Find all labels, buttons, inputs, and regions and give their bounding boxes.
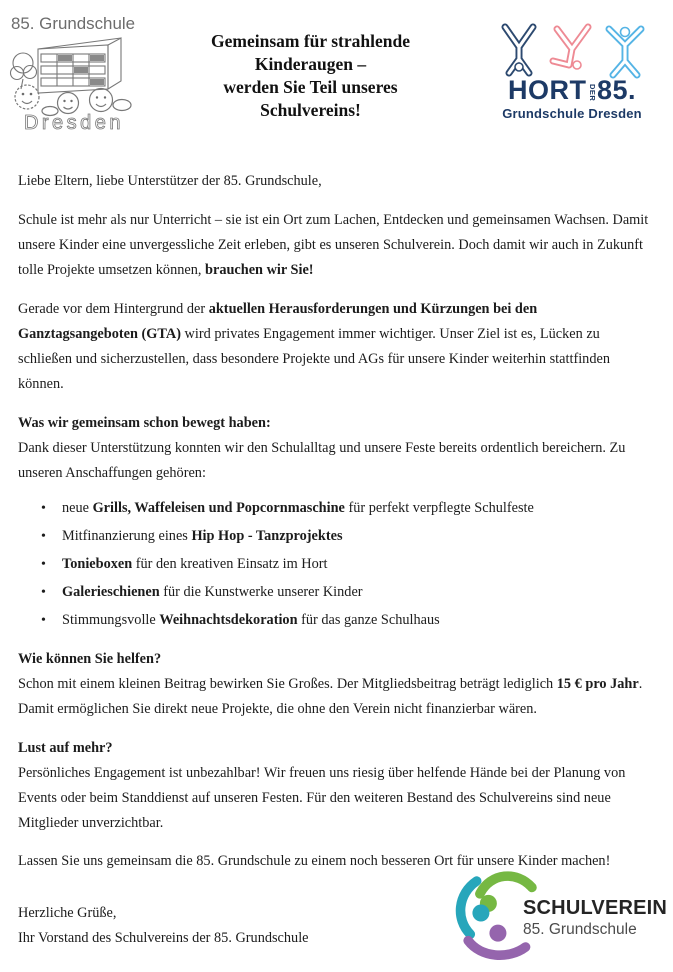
title-line-4: Schulvereins! [260,100,361,120]
list-item: • Mitfinanzierung eines Hip Hop - Tanzprojektes [18,524,655,549]
hort-logo-wordmark [508,77,636,104]
schulverein-subtitle: 85. Grundschule [523,921,637,938]
title-line-3: werden Sie Teil unseres [223,77,398,97]
title-line-2: Kinderaugen – [254,54,367,74]
closing-call: Lassen Sie uns gemeinsam die 85. Grundschule zu einem noch besseren Ort für unsere Kinder machen! [18,853,611,869]
letter-body [0,169,673,951]
schulverein-wordmark [523,887,667,939]
hort-word: HORT [507,75,587,105]
school-logo-bottom-label: Dresden [23,112,125,133]
paragraph-gta: Gerade vor dem Hintergrund der aktuellen Herausforderungen und Kürzungen bei den Ganztagsangeboten (GTA) wird privates Engagement immer wichtiger. Unser Ziel ist es, Lücken zu schließen und sicherzustellen, dass besondere Projekte und AGs für unsere Kinder weiterhin stattfinden können. [18,301,610,392]
hort-der: DER [587,83,597,101]
list-item: • neue Grills, Waffeleisen und Popcornmaschine für perfekt verpflegte Schulfeste [18,496,655,521]
schulverein-logo [451,854,669,972]
schulverein-title: SCHULVEREIN [523,897,668,919]
list-item: • Stimmungsvolle Weihnachtsdekoration für das ganze Schulhaus [18,608,655,633]
school-sketch-icon [8,13,140,133]
letter-title [140,13,481,122]
heading-achievements: Was wir gemeinsam schon bewegt haben: [18,415,271,431]
letter-header [0,0,673,140]
paragraph-more: Persönliches Engagement ist unbezahlbar! Wir freuen uns riesig über helfende Hände bei der Planung von Events oder beim Standdienst auf unseren Festen. Für den weiteren Bestand des Schulvereins sind neue Mitglieder unverzichtbar. [18,765,626,831]
hort-logo [481,13,663,121]
signoff: Herzliche Grüße, [18,905,117,921]
heading-more: Lust auf mehr? [18,740,113,756]
paragraph-help: Schon mit einem kleinen Beitrag bewirken Sie Großes. Der Mitgliedsbeitrag beträgt lediglich 15 € pro Jahr. Damit ermöglichen Sie direkt neue Projekte, die ohne den Verein nicht finanzierbar wären. [18,676,643,717]
heading-help: Wie können Sie helfen? [18,651,162,667]
greeting: Liebe Eltern, liebe Unterstützer der 85. Grundschule, [18,173,322,189]
school-building-logo [8,13,140,138]
hort-subtitle: Grundschule Dresden [502,106,642,121]
hort-number: 85. [596,75,637,105]
signature: Ihr Vorstand des Schulvereins der 85. Grundschule [18,930,309,946]
school-logo-top-label: 85. Grundschule [11,15,135,33]
paragraph-intro: Schule ist mehr als nur Unterricht – sie ist ein Ort zum Lachen, Entdecken und gemeinsamen Wachsen. Damit unsere Kinder eine unvergessliche Zeit erleben, gibt es unseren Schulverein. Doch damit wir auch in Zukunft tolle Projekte umsetzen können, brauchen wir Sie! [18,212,649,278]
list-item: • Tonieboxen für den kreativen Einsatz im Hort [18,552,655,577]
achievements-list [18,496,655,633]
hort-dancing-figures-icon [497,21,647,79]
title-line-1: Gemeinsam für strahlende [211,31,410,51]
paragraph-achievements: Dank dieser Unterstützung konnten wir den Schulalltag und unsere Feste bereits ordentlich bereichern. Zu unseren Anschaffungen gehören: [18,440,626,481]
list-item: • Galerieschienen für die Kunstwerke unserer Kinder [18,580,655,605]
